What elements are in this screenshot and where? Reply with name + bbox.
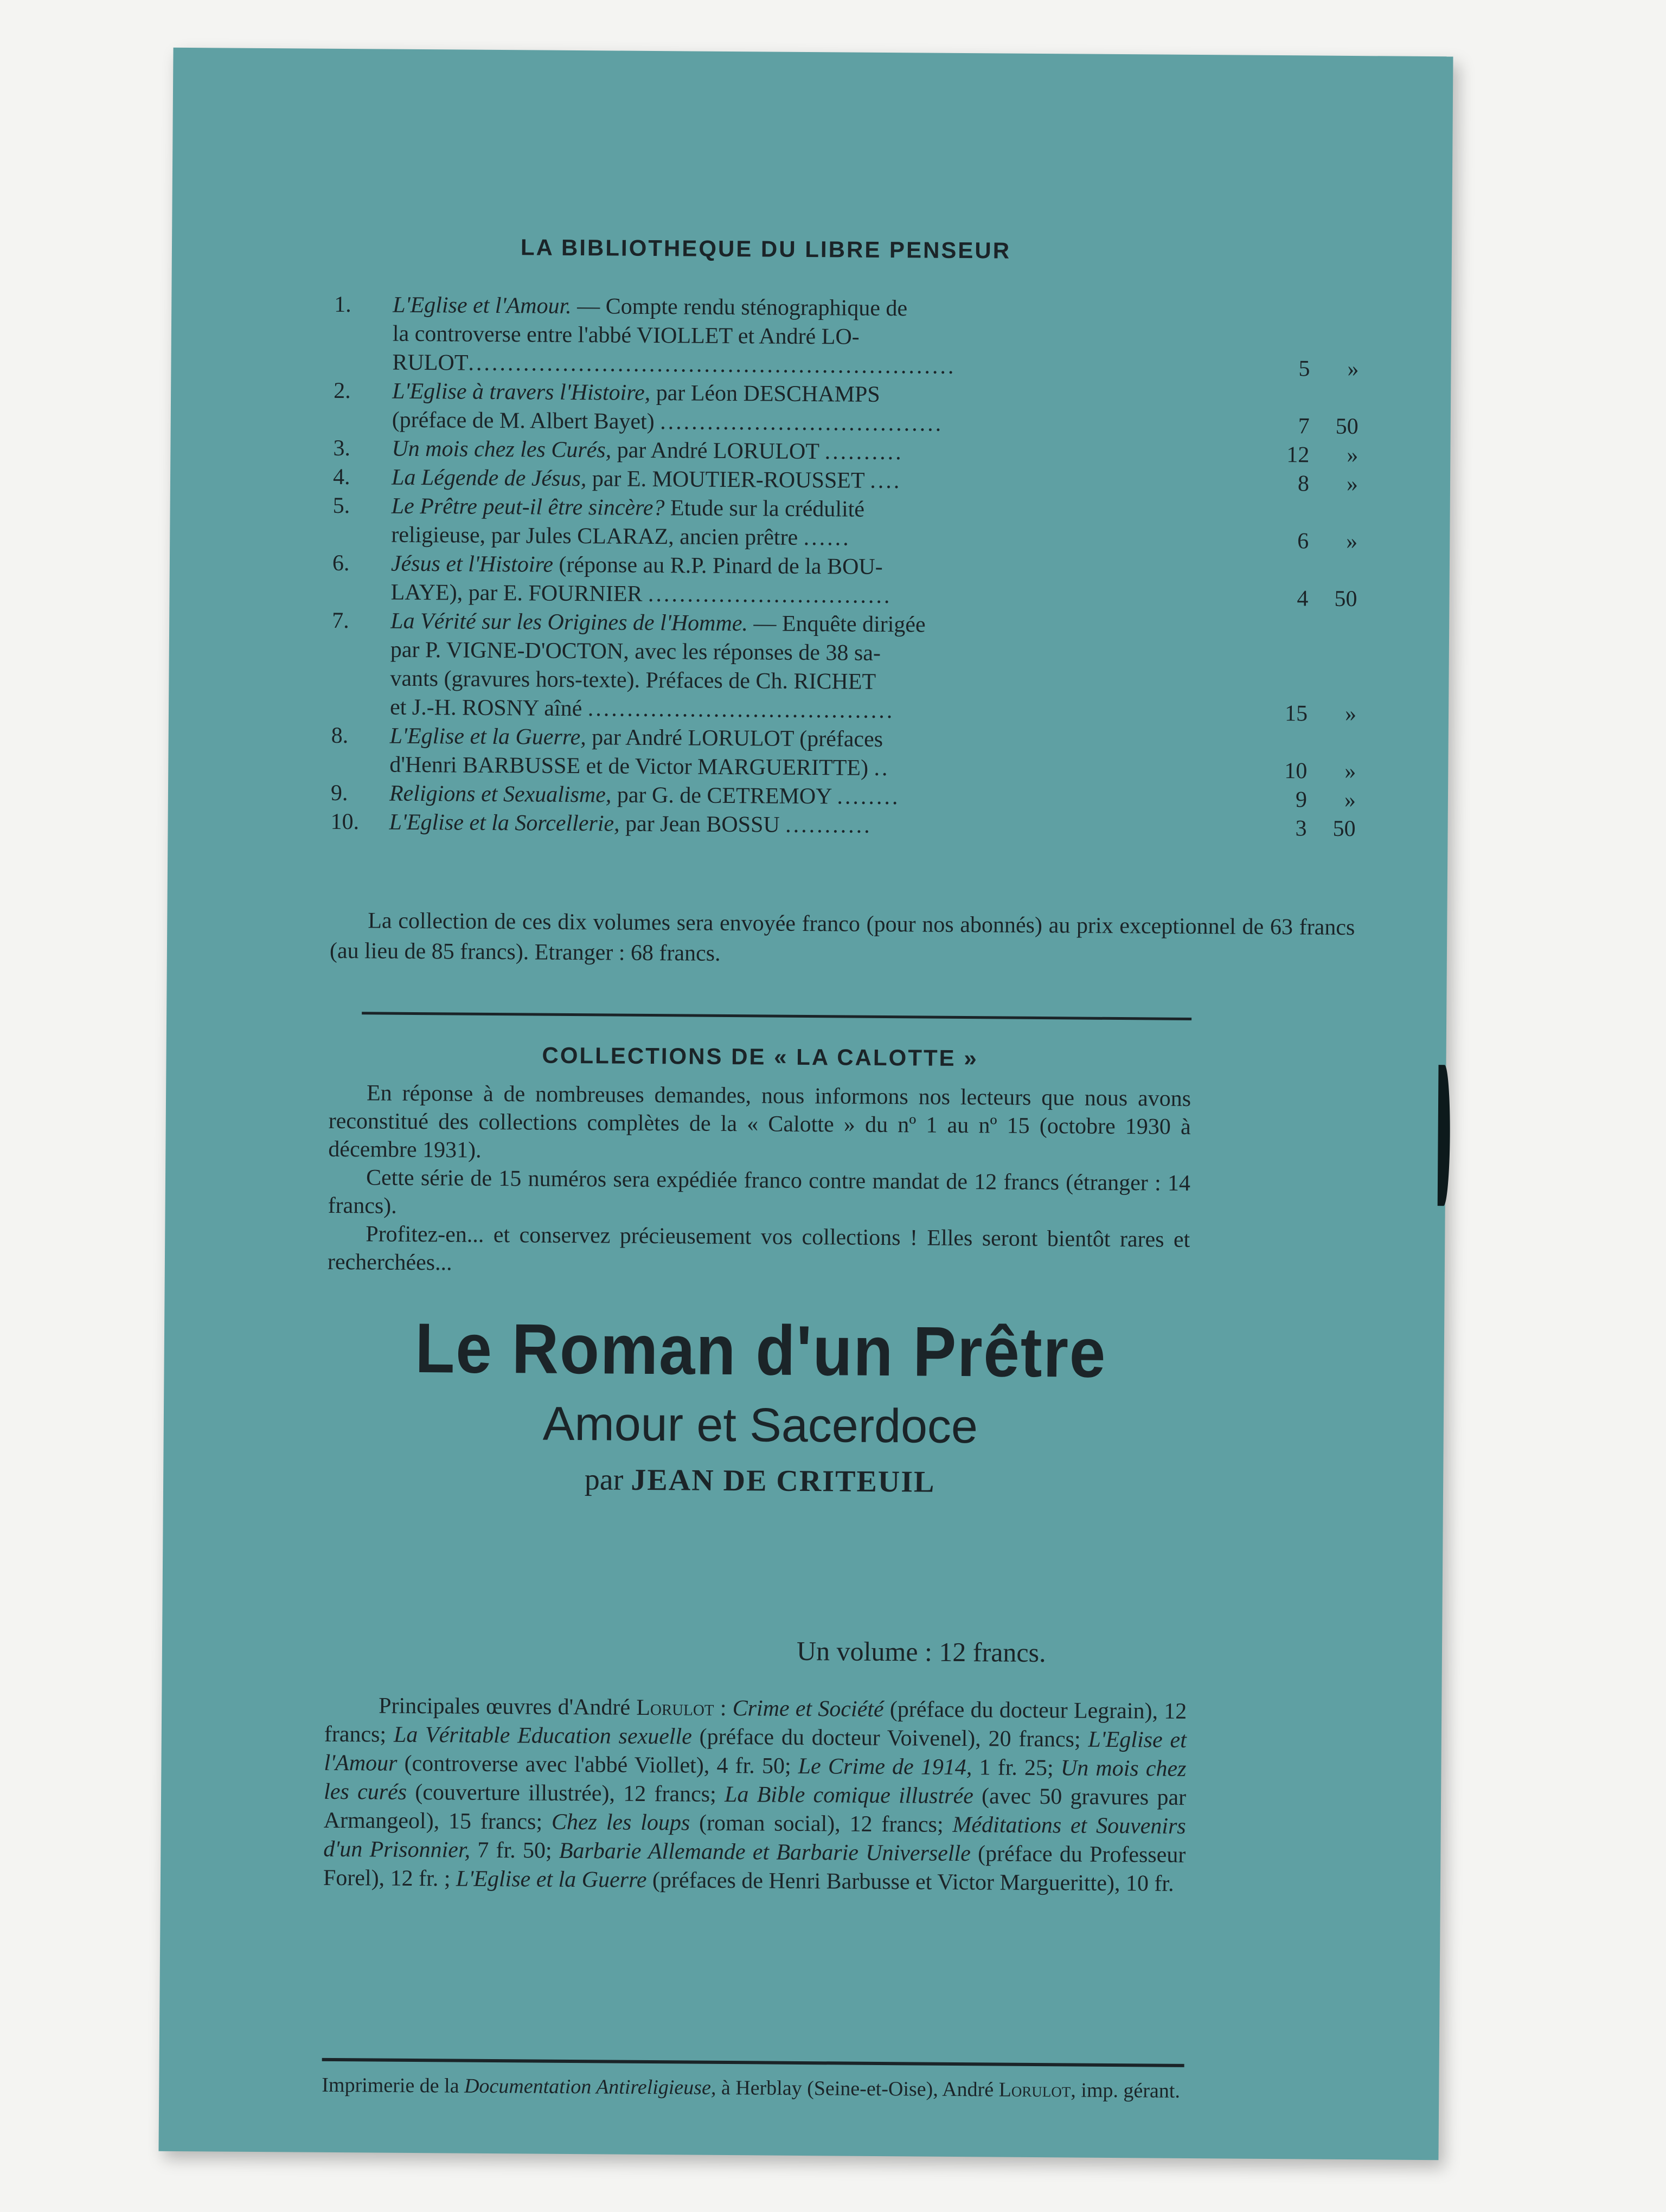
price: 10	[1284, 758, 1308, 784]
list-item: 3. Un mois chez les Curés, par André LORULOT .......... 12 »	[333, 434, 1358, 470]
list-item: 4. La Légende de Jésus, par E. MOUTIER-ROUSSET .... 8 »	[333, 463, 1358, 499]
list-item: 7. La Vérité sur les Origines de l'Homme. — Enquête dirigée par P. VIGNE-D'OCTON, avec les réponses de 38 sa- vants (gravures hors-texte). Préfaces de Ch. RICHET et J.-H. ROSNY aîné ....................................... 15 »	[331, 607, 1357, 729]
list-item: 5. Le Prêtre peut-il être sincère? Etude sur la crédulité religieuse, par Jules CLARAZ, ancien prêtre ...... 6 »	[332, 492, 1358, 556]
list-item: 9. Religions et Sexualisme, par G. de CETREMOY ........ 9 »	[331, 779, 1356, 815]
collections-heading: COLLECTIONS DE « LA CALOTTE »	[542, 1042, 978, 1071]
list-item: 8. L'Eglise et la Guerre, par André LORULOT (préfaces d'Henri BARBUSSE et de Victor MARGUERITTE) .. 10 »	[331, 722, 1356, 786]
pamphlet-back-cover	[158, 48, 1453, 2160]
principal-works: Principales œuvres d'André Lorulot : Crime et Société (préface du docteur Legrain), 12 francs; La Véritable Education sexuelle (préface du docteur Voivenel), 20 francs; L'Eglise et l'Amour (controverse avec l'abbé Viollet), 4 fr. 50; Le Crime de 1914, 1 fr. 25; Un mois chez les curés (couverture illustrée), 12 francs; La Bible comique illustrée (avec 50 gravures par Armangeol), 15 francs; Chez les loups (roman social), 12 francs; Méditations et Souvenirs d'un Prisonnier, 7 fr. 50; Barbarie Allemande et Barbarie Universelle (préface du Professeur Forel), 12 fr. ; L'Eglise et la Guerre (préfaces de Henri Barbusse et Victor Margueritte), 10 fr.	[323, 1693, 1187, 1896]
book-price: Un volume : 12 francs.	[796, 1635, 1046, 1668]
price: 8	[1297, 471, 1310, 497]
price: 4	[1297, 586, 1309, 612]
collection-offer: La collection de ces dix volumes sera envoyée franco (pour nos abonnés) au prix exceptionnel de 63 francs (au lieu de 85 francs). Etranger : 68 francs.	[329, 908, 1355, 966]
page-edge-shadow	[1438, 1065, 1451, 1206]
book-title: Le Roman d'un Prêtre	[414, 1308, 1107, 1392]
price: 15	[1284, 701, 1308, 726]
divider	[322, 2058, 1184, 2067]
library-list	[330, 291, 1359, 844]
book-author: par JEAN DE CRITEUIL	[584, 1463, 935, 1499]
book-advert	[358, 1307, 1162, 1501]
price: 3	[1295, 816, 1307, 841]
collections-text: En réponse à de nombreuses demandes, nous informons nos lecteurs que nous avons reconstitué des collections complètes de la « Calotte » du nº 1 au nº 15 (octobre 1930 à décembre 1931). Cette série de 15 numéros sera expédiée franco contre mandat de 12 francs (étranger : 14 francs). Profitez-en... et conservez précieusement vos collections ! Elles seront bientôt rares et recherchées...	[327, 1081, 1191, 1276]
book-subtitle: Amour et Sacerdoce	[542, 1396, 978, 1454]
list-item: 2. L'Eglise à travers l'Histoire, par Léon DESCHAMPS (préface de M. Albert Bayet) .................................... 7 50	[334, 377, 1359, 441]
price: 12	[1286, 442, 1310, 468]
library-heading: LA BIBLIOTHEQUE DU LIBRE PENSEUR	[520, 234, 1011, 263]
price: 7	[1298, 414, 1310, 439]
page-content	[322, 233, 1359, 2102]
imprint: Imprimerie de la Documentation Antireligieuse, à Herblay (Seine-et-Oise), André Lorulot, imp. gérant.	[322, 2073, 1181, 2102]
price: 9	[1295, 787, 1308, 813]
list-item: 1. L'Eglise et l'Amour. — Compte rendu sténographique de la controverse entre l'abbé VIOLLET et André LO- RULOT.............................................................. 5 »	[334, 291, 1359, 384]
price: 6	[1297, 529, 1309, 554]
list-item: 10. L'Eglise et la Sorcellerie, par Jean BOSSU ........... 3 50	[330, 808, 1355, 844]
price: 5	[1298, 356, 1310, 382]
divider	[362, 1012, 1191, 1020]
list-item: 6. Jésus et l'Histoire (réponse au R.P. Pinard de la BOU- LAYE), par E. FOURNIER ............................... 4 50	[332, 549, 1357, 614]
